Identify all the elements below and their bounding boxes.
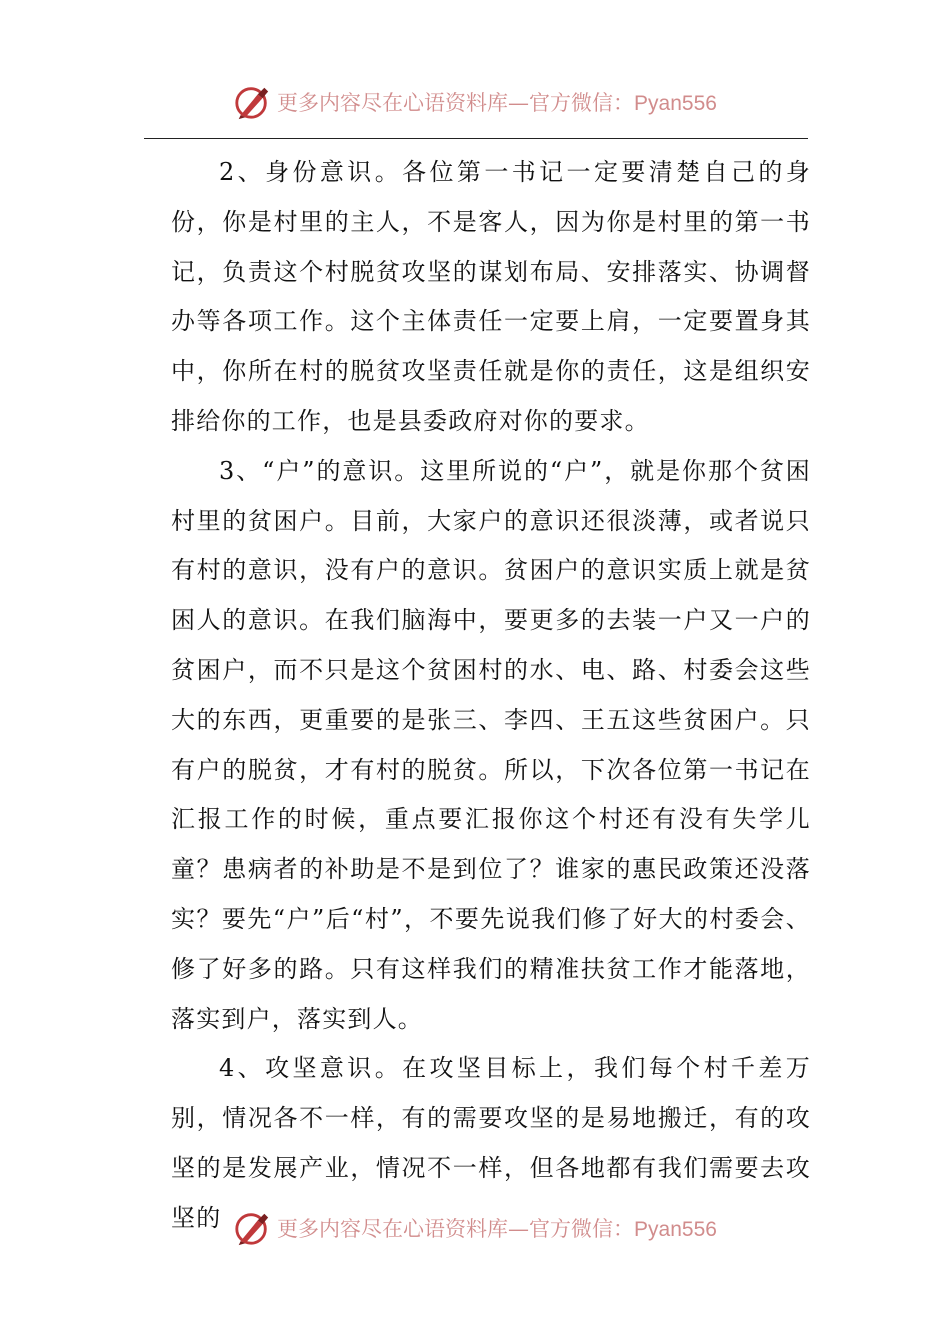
header-watermark-text: 更多内容尽在心语资料库—官方微信：Pyan556	[277, 91, 717, 115]
paragraph-identity-awareness: 2、身份意识。各位第一书记一定要清楚自己的身份，你是村里的主人，不是客人，因为你是村里的第一书记，负责这个村脱贫攻坚的谋划布局、安排落实、协调督办等各项工作。这个主体责任一定要上肩，一定要置身其中，你所在村的脱贫攻坚责任就是你的责任，这是组织安排给你的工作，也是县委政府对你的要求。	[171, 158, 811, 435]
footer-wechat-id: Pyan556	[634, 1218, 717, 1241]
pen-circle-logo-icon	[233, 1209, 271, 1247]
header-divider	[144, 138, 808, 139]
footer-watermark-text: 更多内容尽在心语资料库—官方微信：Pyan556	[277, 1217, 717, 1241]
paragraph-household-awareness: 3、“户”的意识。这里所说的“户”，就是你那个贫困村里的贫困户。目前，大家户的意识还很淡薄，或者说只有村的意识，没有户的意识。贫困户的意识实质上就是贫困人的意识。在我们脑海中，要更多的去装一户又一户的贫困户，而不只是这个贫困村的水、电、路、村委会这些大的东西，更重要的是张三、李四、王五这些贫困户。只有户的脱贫，才有村的脱贫。所以，下次各位第一书记在汇报工作的时候，重点要汇报你这个村还有没有失学儿童？患病者的补助是不是到位了？谁家的惠民政策还没落实？要先“户”后“村”，不要先说我们修了好大的村委会、修了好多的路。只有这样我们的精准扶贫工作才能落地，落实到户，落实到人。	[171, 456, 811, 1033]
document-body	[171, 148, 811, 1244]
paragraph-tackling-awareness: 4、攻坚意识。在攻坚目标上，我们每个村千差万别，情况各不一样，有的需要攻坚的是易地搬迁，有的攻坚的是发展产业，情况不一样，但各地都有我们需要去攻坚的	[171, 1054, 811, 1232]
header-watermark	[0, 83, 950, 121]
footer-watermark	[0, 1209, 950, 1247]
pen-circle-logo-icon	[233, 83, 271, 121]
header-wechat-id: Pyan556	[634, 92, 717, 115]
